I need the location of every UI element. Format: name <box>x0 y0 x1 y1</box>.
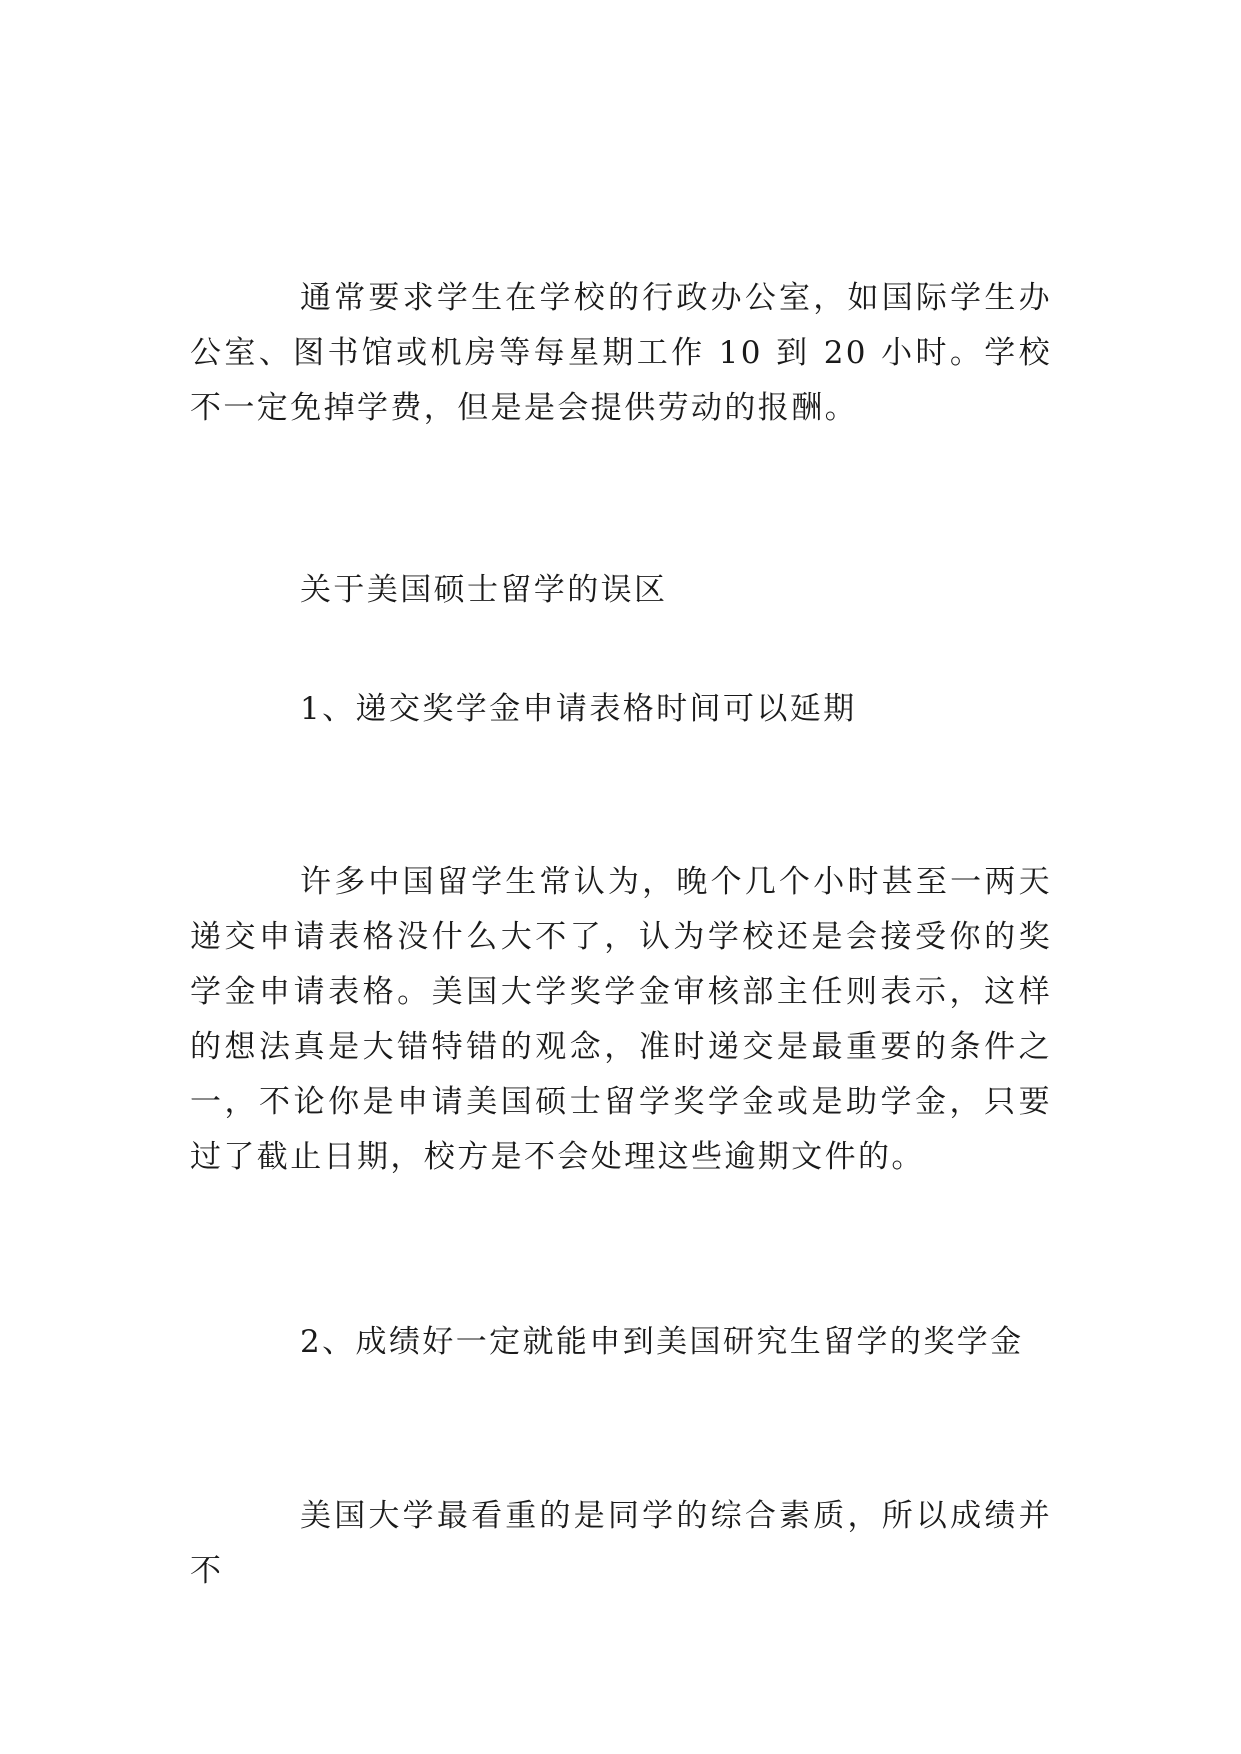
point-1-title: 1、递交奖学金申请表格时间可以延期 <box>300 691 857 727</box>
section-title: 关于美国硕士留学的误区 <box>300 572 668 608</box>
paragraph-deadline: 许多中国留学生常认为，晚个几个小时甚至一两天递交申请表格没什么大不了，认为学校还是会接受你的奖学金申请表格。美国大学奖学金审核部主任则表示，这样的想法真是大错特错的观念，准时递交是最重要的条件之一，不论你是申请美国硕士留学奖学金或是助学金，只要过了截止日期，校方是不会处理这些逾期文件的。 <box>190 864 1052 1175</box>
paragraph-overall-quality: 美国大学最看重的是同学的综合素质，所以成绩并不 <box>190 1498 1052 1589</box>
point-2-title: 2、成绩好一定就能申到美国研究生留学的奖学金 <box>300 1324 1024 1360</box>
paragraph-work-study: 通常要求学生在学校的行政办公室，如国际学生办公室、图书馆或机房等每星期工作 10 到 20 小时。学校不一定免掉学费，但是是会提供劳动的报酬。 <box>190 280 1052 426</box>
